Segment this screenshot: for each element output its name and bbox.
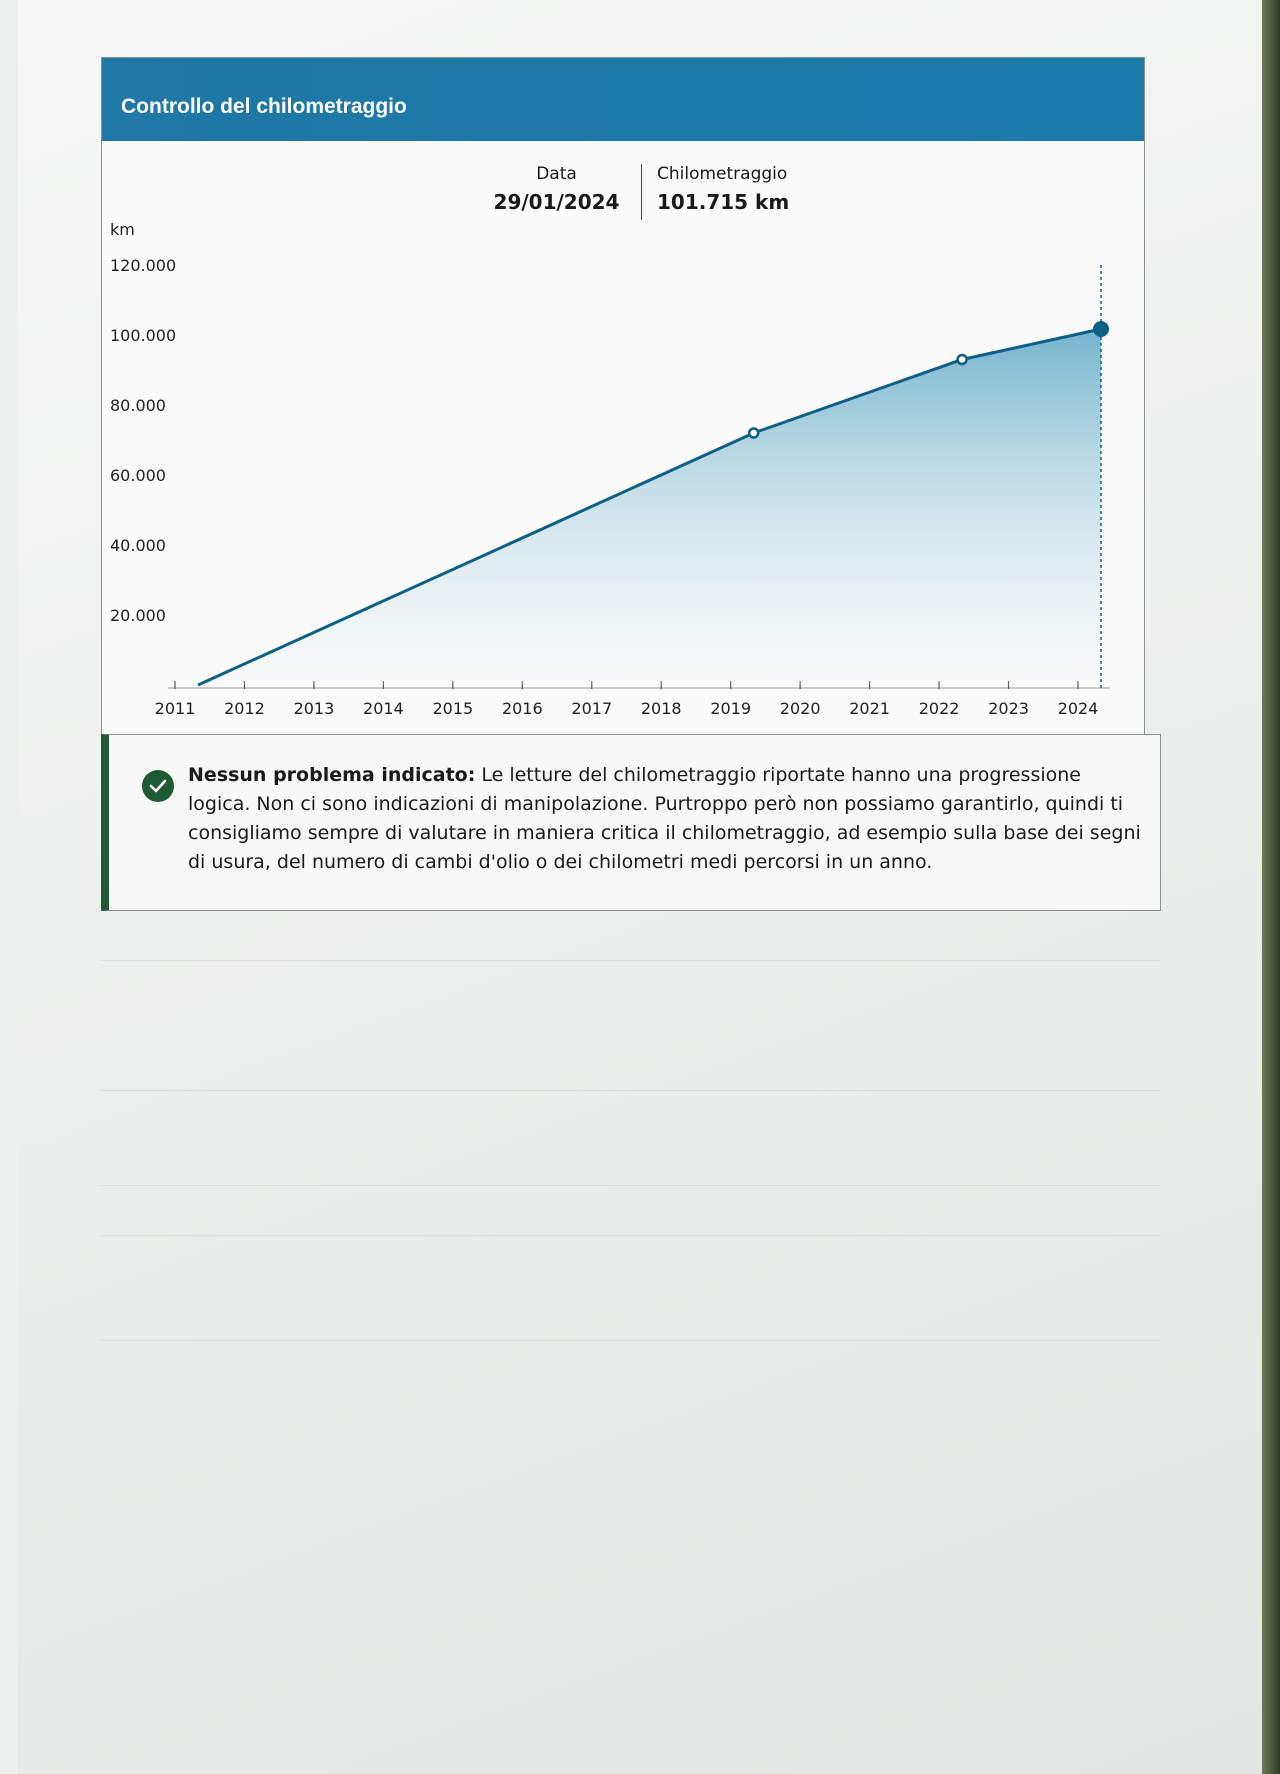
x-tick-label: 2011 — [154, 699, 196, 718]
x-tick-label: 2017 — [571, 699, 613, 718]
notice-heading: Nessun problema indicato: — [188, 764, 476, 786]
no-issue-notice — [101, 734, 1161, 911]
x-tick-label: 2014 — [363, 699, 404, 718]
date-value: 29/01/2024 — [493, 190, 620, 214]
x-tick-label: 2021 — [849, 699, 890, 718]
date-label: Data — [536, 164, 577, 184]
mileage-value: 101.715 km — [657, 190, 790, 214]
x-tick-label: 2012 — [224, 699, 265, 718]
notice-text — [188, 761, 1148, 877]
x-tick-label: 2023 — [988, 699, 1029, 718]
x-tick-label: 2020 — [779, 699, 821, 718]
faded-background-table — [101, 920, 1161, 1410]
y-tick-label: 60.000 — [110, 466, 166, 485]
card-title: Controllo del chilometraggio — [102, 58, 1144, 141]
x-tick-label: 2022 — [918, 699, 960, 718]
x-tick-label: 2013 — [293, 699, 335, 718]
mileage-readout — [641, 164, 789, 220]
y-tick-label: 40.000 — [110, 536, 166, 555]
x-tick-label: 2015 — [432, 699, 474, 718]
mileage-label: Chilometraggio — [657, 164, 788, 184]
y-tick-label: 80.000 — [110, 396, 166, 415]
x-tick-label: 2019 — [710, 699, 752, 718]
y-tick-label: 100.000 — [110, 326, 177, 345]
x-tick-label: 2024 — [1057, 699, 1099, 718]
notice-body: Le letture del chilometraggio riportate hanno una progressione logica. Non ci sono indicazioni di manipolazione. Purtroppo però non possiamo garantirlo, quindi ti consigliamo sempre di valutare in maniera critica il chilometraggio, ad esempio sulla base dei segni di usura, del numero di cambi d'olio o dei chilometri medi percorsi in un anno. — [188, 764, 1141, 873]
check-icon — [142, 770, 174, 802]
date-readout — [489, 164, 624, 214]
y-tick-label: 20.000 — [110, 606, 166, 625]
x-tick-label: 2018 — [640, 699, 682, 718]
x-tick-label: 2016 — [501, 699, 543, 718]
background-edge — [1262, 0, 1280, 1774]
y-axis-unit: km — [110, 220, 135, 239]
y-tick-label: 120.000 — [110, 256, 177, 275]
